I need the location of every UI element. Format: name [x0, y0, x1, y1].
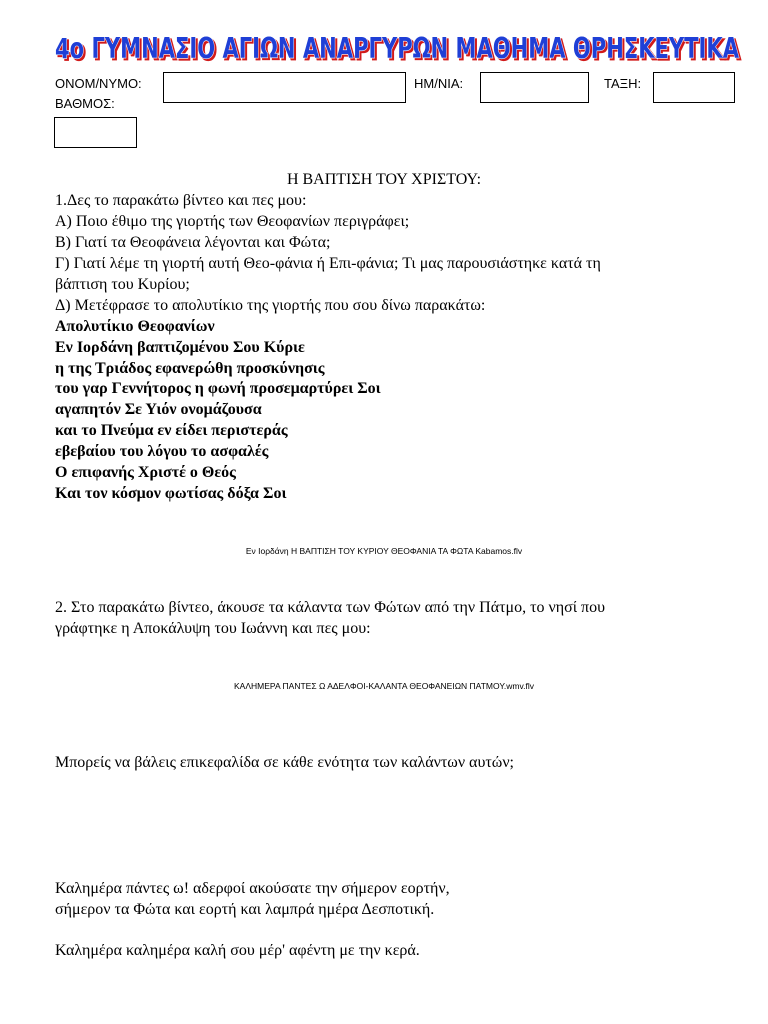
question1-d: Δ) Μετέφρασε το απολυτίκιο της γιορτής που σου δίνω παρακάτω:	[55, 297, 486, 314]
section-title: Η ΒΑΠΤΙΣΗ ΤΟΥ ΧΡΙΣΤΟΥ:	[286, 171, 482, 188]
date-label: ΗΜ/ΝΙΑ:	[414, 76, 464, 91]
hymn-line: Ο επιφανής Χριστέ ο Θεός	[55, 464, 236, 481]
carol-line3: Καλημέρα καλημέρα καλή σου μέρ' αφέντη με την κερά.	[55, 942, 420, 959]
question1-a: Α) Ποιο έθιμο της γιορτής των Θεοφανίων περιγράφει;	[55, 213, 410, 230]
video2-link[interactable]: ΚΑΛΗΜΕΡΑ ΠΑΝΤΕΣ Ω ΑΔΕΛΦΟΙ-ΚΑΛΑΝΤΑ ΘΕΟΦΑΝΕΙΩΝ ΠΑΤΜΟΥ.wmv.flv	[234, 681, 534, 691]
hymn-title: Απολυτίκιο Θεοφανίων	[55, 318, 215, 335]
carol-line1: Καλημέρα πάντες ω! αδερφοί ακούσατε την σήμερον εορτήν,	[55, 880, 450, 897]
class-label: ΤΑΞΗ:	[604, 76, 642, 91]
title-banner-svg	[52, 28, 744, 68]
question2-line2: γράφτηκε η Αποκάλυψη του Ιωάννη και πες μου:	[55, 620, 371, 637]
header-banner	[52, 28, 744, 68]
hymn-line: του γαρ Γεννήτορος η φωνή προσεμαρτύρει Σοι	[55, 380, 381, 397]
grade-field[interactable]	[54, 117, 137, 148]
hymn-line: Εν Ιορδάνη βαπτιζομένου Σου Κύριε	[55, 339, 305, 356]
date-field[interactable]	[480, 72, 589, 103]
carol-line2: σήμερον τα Φώτα και εορτή και λαμπρά ημέρα Δεσποτική.	[55, 901, 435, 918]
hymn-line: αγαπητόν Σε Υιόν ονομάζουσα	[55, 401, 262, 418]
hymn-line: εβεβαίου του λόγου το ασφαλές	[55, 443, 269, 460]
question2-line1: 2. Στο παρακάτω βίντεο, άκουσε τα κάλαντα των Φώτων από την Πάτμο, το νησί που	[55, 599, 606, 616]
video1-link[interactable]: Εν Ιορδάνη Η ΒΑΠΤΙΣΗ ΤΟΥ ΚΥΡΙΟΥ ΘΕΟΦΑΝΙΑ ΤΑ ΦΩΤΑ Kabamos.flv	[245, 546, 523, 556]
hymn-line: και το Πνεύμα εν είδει περιστεράς	[55, 422, 288, 439]
question1-b: Β) Γιατί τα Θεοφάνεια λέγονται και Φώτα;	[55, 234, 331, 251]
question1-c-line1: Γ) Γιατί λέμε τη γιορτή αυτή Θεο-φάνια ή Επι-φάνια; Τι μας παρουσιάστηκε κατά τη	[55, 255, 601, 272]
page-title: 4ο ΓΥΜΝΑΣΙΟ ΑΓΙΩΝ ΑΝΑΡΓΥΡΩΝ ΜΑΘΗΜΑ ΘΡΗΣΚΕΥΤΙΚΑ	[55, 32, 740, 65]
grade-label: ΒΑΘΜΟΣ:	[55, 96, 115, 111]
name-field[interactable]	[163, 72, 406, 103]
name-label: ΟΝΟΜ/ΝΥΜΟ:	[55, 76, 142, 91]
question1-c-line2: βάπτιση του Κυρίου;	[55, 276, 190, 293]
hymn-line: Και τον κόσμον φωτίσας δόξα Σοι	[55, 485, 287, 502]
question3: Μπορείς να βάλεις επικεφαλίδα σε κάθε ενότητα των καλάντων αυτών;	[55, 754, 514, 771]
question1-intro: 1.Δες το παρακάτω βίντεο και πες μου:	[55, 192, 307, 209]
class-field[interactable]	[653, 72, 735, 103]
hymn-line: η της Τριάδος εφανερώθη προσκύνησις	[55, 360, 325, 377]
